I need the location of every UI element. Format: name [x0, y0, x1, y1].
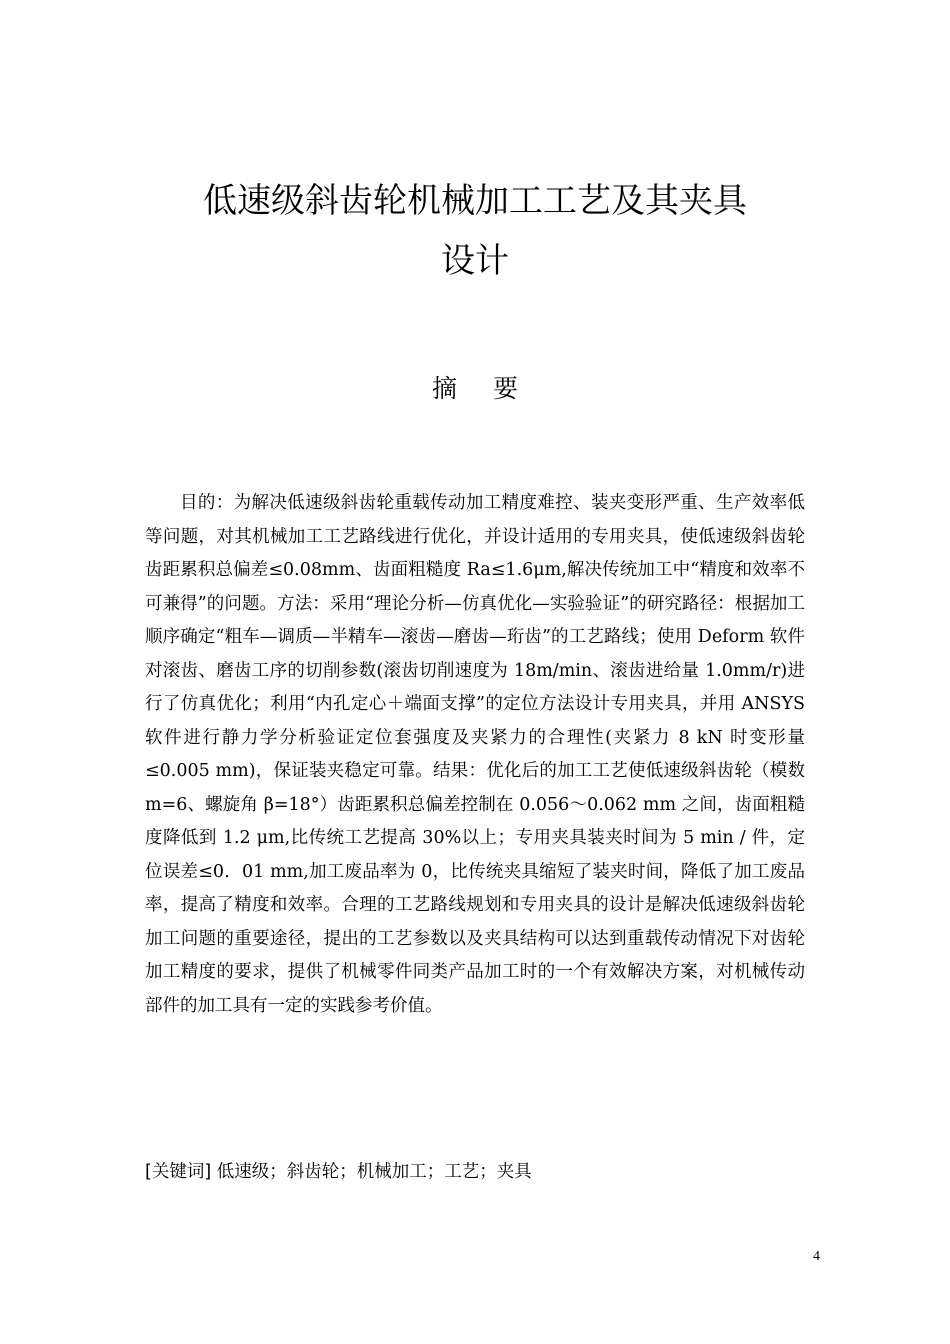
keywords-label: [关键词]	[145, 1162, 212, 1182]
document-title-line2: 设计	[441, 241, 509, 281]
keywords-line	[145, 1158, 805, 1186]
abstract-heading: 摘要	[431, 374, 554, 403]
document-title-line1: 低速级斜齿轮机械加工工艺及其夹具	[203, 181, 747, 221]
page-number: 4	[813, 1249, 820, 1264]
keywords-text: 低速级；斜齿轮；机械加工；工艺；夹具	[211, 1162, 532, 1182]
abstract-body: 目的：为解决低速级斜齿轮重载传动加工精度难控、装夹变形严重、生产效率低等问题，对其机械加工工艺路线进行优化，并设计适用的专用夹具，使低速级斜齿轮齿距累积总偏差≤0.08mm、齿面粗糙度 Ra≤1.6μm,解决传统加工中“精度和效率不可兼得”的问题。方法：采用“理论分析—仿真优化—实验验证”的研究路径：根据加工顺序确定“粗车—调质—半精车—滚齿—磨齿—珩齿”的工艺路线；使用 Deform 软件对滚齿、磨齿工序的切削参数(滚齿切削速度为 18m/min、滚齿进给量 1.0mm/r)进行了仿真优化；利用“内孔定心＋端面支撑”的定位方法设计专用夹具，并用 ANSYS 软件进行静力学分析验证定位套强度及夹紧力的合理性(夹紧力 8 kN 时变形量≤0.005 mm)，保证装夹稳定可靠。结果：优化后的加工工艺使低速级斜齿轮（模数 m=6、螺旋角 β=18°）齿距累积总偏差控制在 0.056～0.062 mm 之间，齿面粗糙度降低到 1.2 μm,比传统工艺提高 30%以上；专用夹具装夹时间为 5 min / 件，定位误差≤0．01 mm,加工废品率为 0，比传统夹具缩短了装夹时间，降低了加工废品率，提高了精度和效率。合理的工艺路线规划和专用夹具的设计是解决低速级斜齿轮加工问题的重要途径，提出的工艺参数以及夹具结构可以达到重载传动情况下对齿轮加工精度的要求，提供了机械零件同类产品加工时的一个有效解决方案，对机械传动部件的加工具有一定的实践参考价值。	[145, 493, 805, 1016]
